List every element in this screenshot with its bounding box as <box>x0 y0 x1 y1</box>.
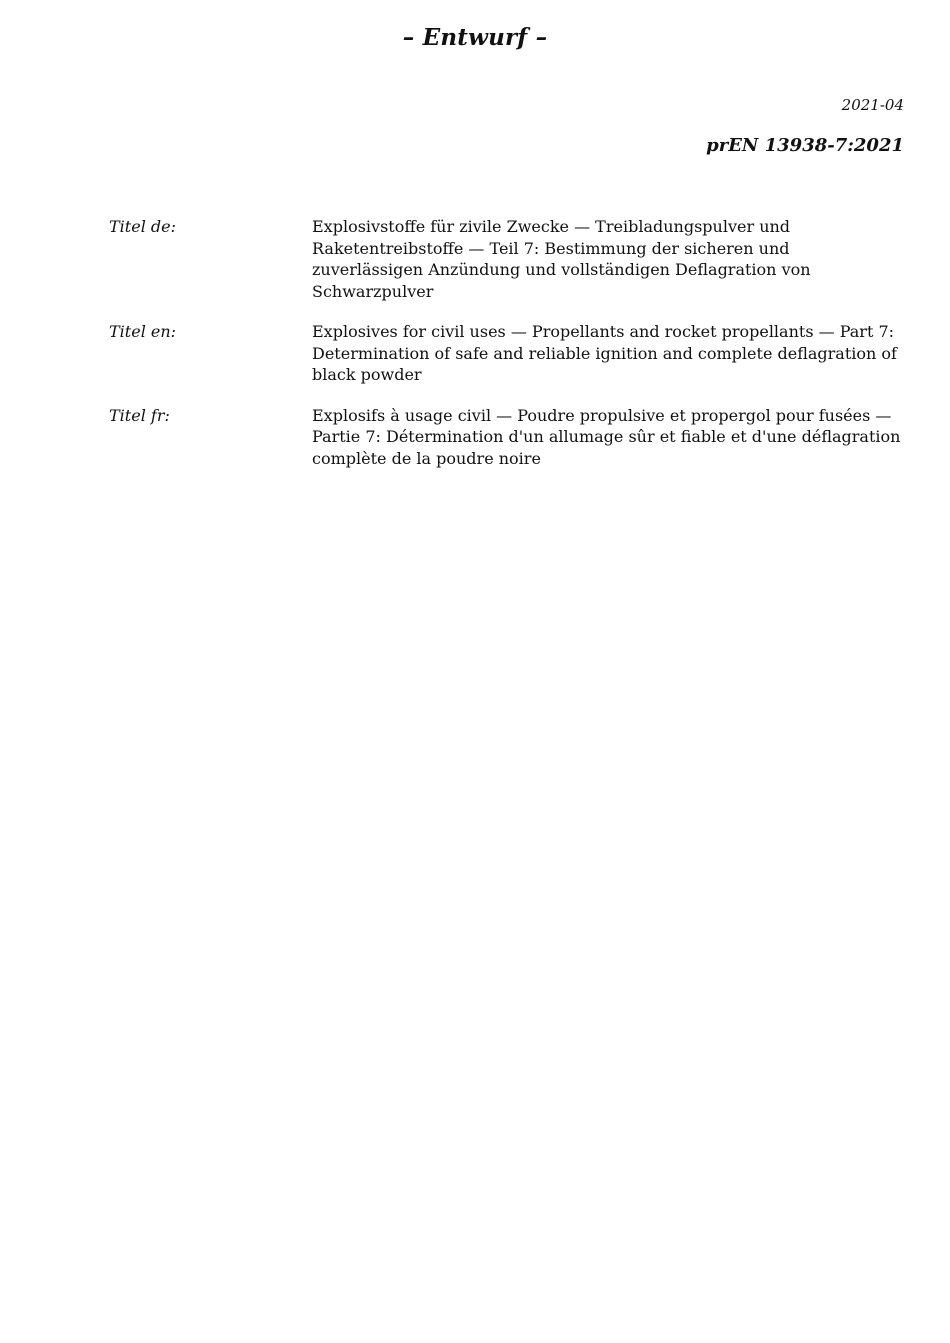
document-number: prEN 13938-7:2021 <box>706 135 904 156</box>
title-text: Explosivstoffe für zivile Zwecke — Treibladungspulver und Raketentreibstoffe — Teil 7: Bestimmung der sicheren und zuverlässigen Anzündung und vollständigen Deflagration von Schwarzpulver <box>312 217 811 301</box>
title-language-label: Titel fr: <box>109 405 170 425</box>
titles-section <box>109 215 904 487</box>
title-row-en <box>109 320 904 386</box>
title-language-label: Titel en: <box>109 322 177 341</box>
title-row-fr <box>109 404 904 470</box>
draft-label: – Entwurf – <box>402 24 548 51</box>
document-date: 2021-04 <box>841 96 904 114</box>
title-row-de <box>109 215 904 302</box>
title-text: Explosives for civil uses — Propellants and rocket propellants — Part 7: Determination of safe and reliable ignition and complete deflagration of black powder <box>312 322 897 384</box>
title-language-label: Titel de: <box>109 217 176 236</box>
title-text: Explosifs à usage civil — Poudre propulsive et propergol pour fusées — Partie 7: Détermination d'un allumage sûr et fiable et d'une déflagration complète de la poudre noire <box>312 405 901 468</box>
